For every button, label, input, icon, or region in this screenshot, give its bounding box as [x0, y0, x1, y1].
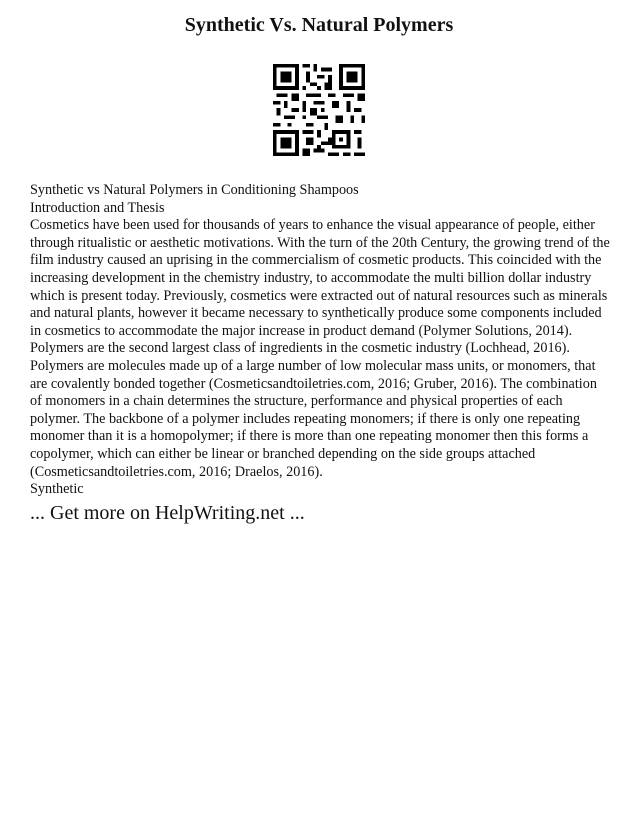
document-body: [30, 182, 610, 499]
document-title: Synthetic Vs. Natural Polymers: [184, 14, 454, 36]
section-heading: Introduction and Thesis: [30, 199, 165, 216]
body-paragraph: Cosmetics have been used for thousands of years to enhance the visual appearance of people, either through ritualistic or aesthetic motivations. With the turn of the 20th Century, the growing trend of the film industry caused an uprising in the commercialism of cosmetic products. This coincided with the increasing development in the chemistry industry, to accommodate the multi billion dollar industry which is present today. Previously, cosmetics were extracted out of natural resources such as minerals and natural plants, however it became necessary to synthetically produce some components included in cosmetics to accommodate the major increase in product demand (Polymer Solutions, 2014).: [30, 217, 610, 339]
document-heading: Synthetic vs Natural Polymers in Conditioning Shampoos: [30, 182, 359, 198]
get-more-link[interactable]: ... Get more on HelpWriting.net ...: [30, 502, 305, 524]
body-paragraph: Polymers are the second largest class of ingredients in the cosmetic industry (Lochhead, 2016). Polymers are molecules made up of a large number of low molecular mass units, or monomers, that are covalently bonded together (Cosmeticsandtoiletries.com, 2016; Gruber, 2016). The combination of monomers in a chain determines the structure, performance and physical properties of each polymer. The backbone of a polymer includes repeating monomers; if there is only one repeating monomer than it is a homopolymer; if there is more than one repeating monomer then this forms a copolymer, which can either be linear or branched depending on the side groups attached (Cosmeticsandtoiletries.com, 2016; Draelos, 2016).: [30, 340, 597, 480]
qr-code-icon: [273, 64, 365, 156]
body-paragraph: Synthetic: [30, 481, 84, 498]
